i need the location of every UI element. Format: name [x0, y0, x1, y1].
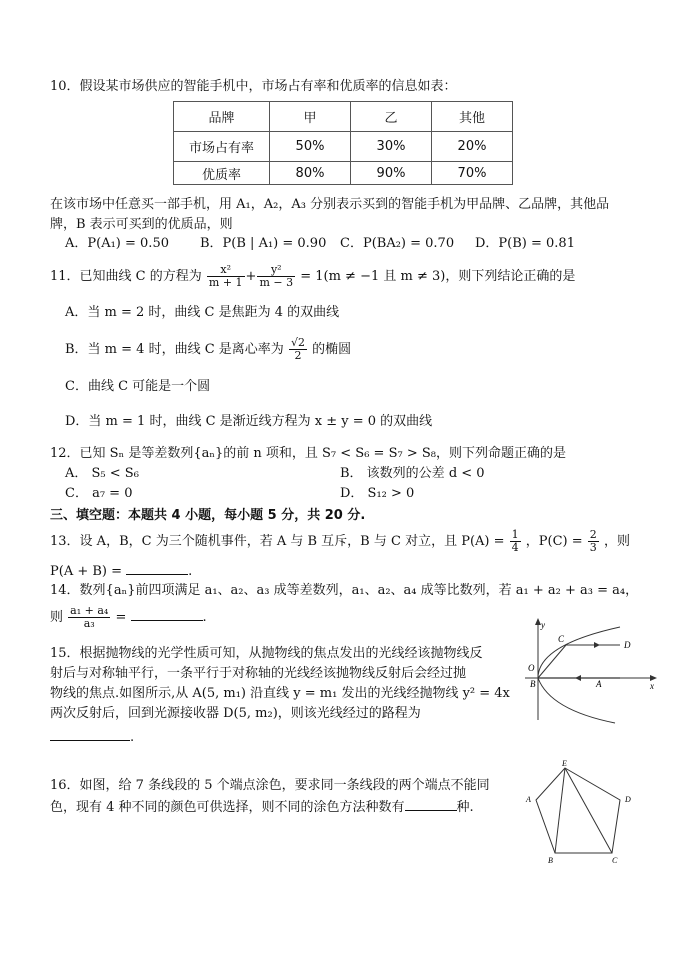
frac-den: 4 — [511, 541, 519, 554]
ray-arrow — [594, 642, 600, 648]
table-cell: 50% — [270, 132, 351, 162]
q10-table — [173, 101, 513, 185]
table-header-cell: 品牌 — [174, 102, 270, 132]
q15-parabola-figure — [520, 615, 660, 725]
q10-option-c: C．P(BA₂) = 0.70 — [340, 236, 455, 251]
frac-num: x² — [207, 264, 245, 277]
q10-stem: 10．假设某市场供应的智能手机中，市场占有率和优质率的信息如表： — [50, 79, 457, 94]
q13-frac-1 — [510, 529, 521, 554]
table-cell: 80% — [270, 162, 351, 185]
table-cell: 优质率 — [174, 162, 270, 185]
q10-desc-line2: 牌，B 表示可买到的优质品，则 — [50, 217, 233, 232]
q11-option-a: A．当 m = 2 时，曲线 C 是焦距为 4 的双曲线 — [65, 305, 340, 320]
q11-stem: 11．已知曲线 C 的方程为 $\frac{\text{x²}}{m + 1}$ + $\frac{\text{y²}}{m - 3}$ = 1(m ≠ −1 且 m ≠ 3)，则下列结论正确的是 — [50, 263, 576, 289]
q13-stem-post: ，则 — [603, 534, 630, 549]
table-header-cell: 乙 — [351, 102, 432, 132]
label-c: C — [558, 634, 565, 644]
table-header-cell: 其他 — [432, 102, 513, 132]
q15-line2: 射后与对称轴平行，一条平行于对称轴的光线经该抛物线反射后会经过抛 — [50, 666, 467, 681]
q12-option-b: B． 该数列的公差 d < 0 — [340, 466, 485, 481]
table-cell: 30% — [351, 132, 432, 162]
q11-option-c: C．曲线 C 可能是一个圆 — [65, 379, 211, 394]
table-cell: 20% — [432, 132, 513, 162]
label-x: x — [650, 681, 654, 691]
label-e: E — [562, 759, 567, 768]
table-cell: 市场占有率 — [174, 132, 270, 162]
q14-answer-line: 则 $\frac{\text{a₁ + a₄}}{\text{a₃}}$ = . — [50, 604, 207, 630]
q11-frac-y — [257, 264, 295, 289]
q15-answer-line — [50, 728, 134, 746]
label-b: B — [530, 679, 536, 689]
q11-frac-x — [207, 264, 245, 289]
q16-line1: 16．如图，给 7 条线段的 5 个端点涂色，要求同一条线段的两个端点不能同 — [50, 778, 490, 793]
label-a: A — [526, 795, 531, 804]
table-header-cell: 甲 — [270, 102, 351, 132]
q13-line2: P(A + B) = — [50, 564, 123, 579]
section-heading: 三、填空题：本题共 4 小题，每小题 5 分，共 20 分. — [50, 508, 366, 523]
q11-option-b — [65, 335, 351, 365]
label-c: C — [612, 856, 618, 865]
q14-pre: 则 — [50, 610, 64, 625]
q13-stem — [50, 527, 630, 557]
q14-stem: 14．数列{aₙ}前四项满足 a₁、a₂、a₃ 成等差数列，a₁、a₂、a₄ 成等比数列，若 a₁ + a₂ + a₃ = a₄， — [50, 583, 639, 598]
frac-den: a₃ — [83, 617, 95, 630]
q13-answer-line: P(A + B) = . — [50, 564, 193, 579]
segment-ec — [565, 768, 612, 853]
frac-den: m + 1 — [208, 276, 243, 289]
q14-post: = — [115, 610, 127, 625]
q16-line2 — [50, 798, 474, 816]
label-o: O — [528, 663, 535, 673]
answer-blank[interactable] — [405, 798, 457, 811]
label-b: B — [548, 856, 553, 865]
q12-option-a: A． S₅ < S₆ — [65, 466, 139, 481]
frac-num: √2 — [290, 336, 305, 349]
frac-den: 2 — [294, 349, 302, 362]
pentagon — [536, 768, 620, 853]
label-a: A — [596, 679, 602, 689]
q12-option-c: C． a₇ = 0 — [65, 486, 133, 501]
label-d: D — [625, 795, 631, 804]
q12-stem: 12．已知 Sₙ 是等差数列{aₙ}的前 n 项和，且 S₇ < S₆ = S₇ > S₈，则下列命题正确的是 — [50, 446, 566, 461]
q11-option-b-post: 的椭圆 — [312, 342, 352, 357]
segment-eb — [555, 768, 565, 853]
q10-option-a: A．P(A₁) = 0.50 — [65, 236, 169, 251]
q15-line1: 15．根据抛物线的光学性质可知，从抛物线的焦点发出的光线经该抛物线反 — [50, 646, 483, 661]
q11-stem-post: = 1(m ≠ −1 且 m ≠ 3)，则下列结论正确的是 — [300, 269, 576, 284]
label-y: y — [541, 620, 545, 630]
q12-option-d: D． S₁₂ > 0 — [340, 486, 415, 501]
label-d: D — [624, 640, 631, 650]
table-cell: 90% — [351, 162, 432, 185]
q16-line2-text: 色，现有 4 种不同的颜色可供选择，则不同的涂色方法种数有 — [50, 800, 405, 815]
frac-num: 1 — [511, 528, 519, 541]
q15-line4: 两次反射后，回到光源接收器 D(5, m₂)，则该光线经过的路程为 — [50, 706, 421, 721]
ray-arrow — [575, 675, 581, 681]
q14-frac — [68, 605, 110, 630]
table-cell: 70% — [432, 162, 513, 185]
q13-frac-2 — [588, 529, 599, 554]
frac-num: 2 — [589, 528, 597, 541]
q11-stem-pre: 11．已知曲线 C 的方程为 — [50, 269, 202, 284]
frac-den: m − 3 — [259, 276, 294, 289]
q11-option-b-frac — [289, 337, 307, 362]
q16-line2-end: 种. — [456, 800, 474, 815]
frac-den: 3 — [589, 541, 597, 554]
q13-stem-pre: 13．设 A，B，C 为三个随机事件，若 A 与 B 互斥，B 与 C 对立，且 P(A) = — [50, 534, 505, 549]
answer-blank[interactable] — [126, 562, 188, 575]
q11-option-d: D．当 m = 1 时，曲线 C 是渐近线方程为 x ± y = 0 的双曲线 — [65, 414, 433, 429]
q16-pentagon-figure — [520, 758, 640, 868]
q10-desc-line1: 在该市场中任意买一部手机，用 A₁，A₂，A₃ 分别表示买到的智能手机为甲品牌、乙品牌，其他品 — [50, 197, 610, 212]
q10-option-d: D．P(B) = 0.81 — [475, 236, 575, 251]
frac-num: y² — [257, 264, 295, 277]
q15-line3: 物线的焦点.如图所示,从 A(5, m₁) 沿直线 y = m₁ 发出的光线经抛物线 y² = 4x — [50, 686, 510, 701]
q11-option-b-pre: B．当 m = 4 时，曲线 C 是离心率为 — [65, 342, 284, 357]
answer-blank[interactable] — [50, 728, 130, 741]
answer-blank[interactable] — [131, 608, 203, 621]
q13-stem-mid: ，P(C) = — [525, 534, 583, 549]
q15-end: . — [130, 730, 135, 745]
parabola-curve — [538, 627, 620, 723]
ray-focus-to-c — [538, 645, 566, 678]
frac-num: a₁ + a₄ — [70, 604, 109, 617]
q10-option-b: B．P(B | A₁) = 0.90 — [200, 236, 327, 251]
